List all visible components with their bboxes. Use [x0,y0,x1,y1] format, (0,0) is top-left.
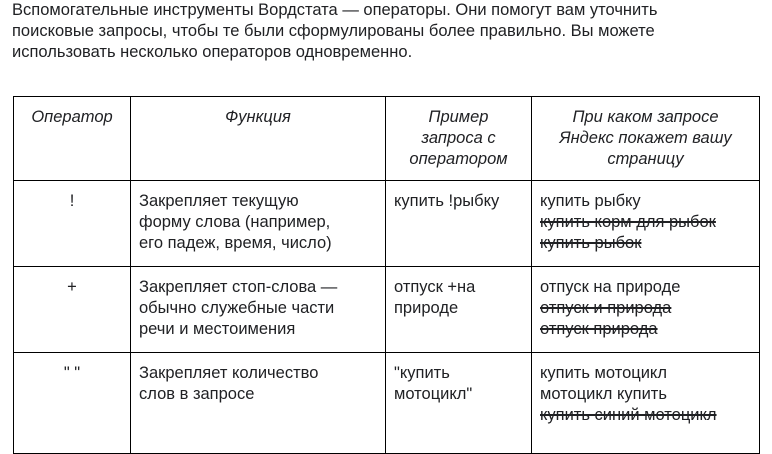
result-excluded: отпуск природа [540,320,658,338]
intro-line: поисковые запросы, чтобы те были сформулированы более правильно. Вы можете [12,22,655,40]
function-text: Закрепляет количество [139,364,319,382]
cell-operator [14,181,131,267]
intro-paragraph [12,0,762,63]
header-function [131,97,386,181]
cell-operator [14,267,131,353]
header-text: Функция [225,108,291,126]
header-example [386,97,532,181]
cell-result [532,181,760,267]
cell-example [386,353,532,454]
function-text: форму слова (например, [139,213,331,231]
function-text: Закрепляет стоп-слова — [139,278,338,296]
result-excluded: отпуск и природа [540,299,672,317]
result-excluded: купить корм для рыбок [540,213,716,231]
function-text: Закрепляет текущую [139,192,299,210]
cell-example [386,181,532,267]
cell-function [131,181,386,267]
header-text: При каком запросе [572,108,719,126]
example-text: отпуск +на [394,278,476,296]
operator-symbol: ! [69,192,75,210]
table-row [14,267,760,353]
table-row [14,353,760,454]
result-match: купить рыбку [540,192,641,210]
header-text: Яндекс покажет вашу [559,129,732,147]
table-header-row [14,97,760,181]
function-text: речи и местоимения [139,320,296,338]
table-row [14,181,760,267]
function-text: слов в запросе [139,385,255,403]
header-text: страницу [607,150,684,168]
operator-symbol: + [67,278,77,296]
header-text: оператором [409,150,508,168]
header-text: Оператор [31,108,113,126]
cell-operator [14,353,131,454]
example-text: купить !рыбку [394,192,500,210]
result-match: отпуск на природе [540,278,681,296]
header-operator [14,97,131,181]
example-text: природе [394,299,459,317]
header-text: Пример [428,108,489,126]
cell-result [532,353,760,454]
header-text: запроса с [421,129,496,147]
function-text: его падеж, время, число) [139,234,332,252]
result-excluded: купить рыбок [540,234,642,252]
intro-line: Вспомогательные инструменты Вордстата — операторы. Они помогут вам уточнить [12,1,658,19]
result-match: мотоцикл купить [540,385,667,403]
result-match: купить мотоцикл [540,364,667,382]
intro-line: использовать несколько операторов одновременно. [12,43,413,61]
result-excluded: купить синий мотоцикл [540,406,717,424]
header-result [532,97,760,181]
cell-function [131,353,386,454]
example-text: "купить [394,364,450,382]
cell-example [386,267,532,353]
function-text: обычно служебные части [139,299,335,317]
cell-result [532,267,760,353]
operator-symbol: " " [63,364,81,382]
cell-function [131,267,386,353]
operators-table [13,96,760,454]
example-text: мотоцикл" [394,385,473,403]
